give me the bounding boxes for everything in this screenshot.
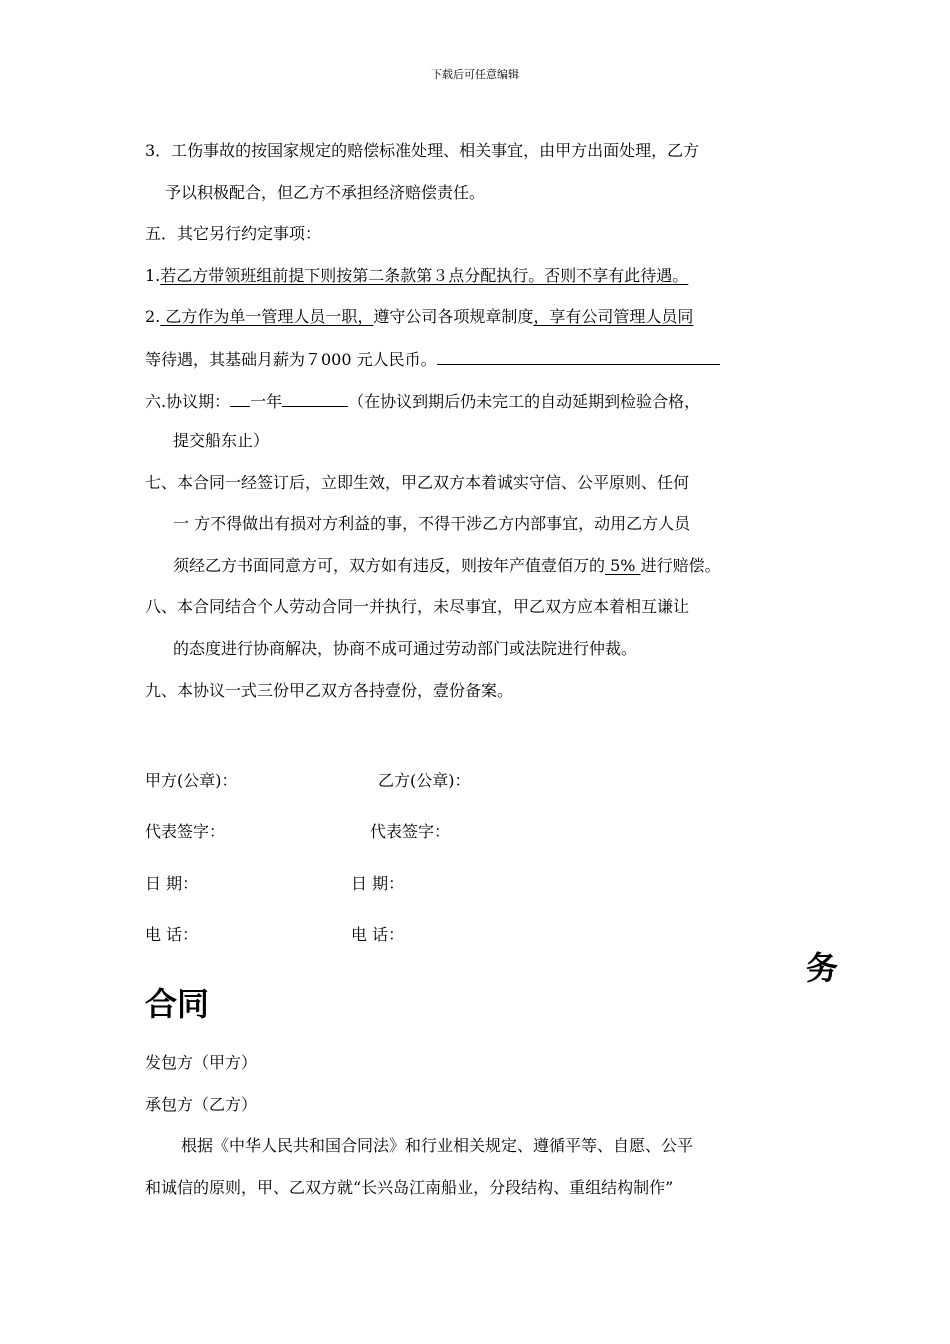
- item-2-underlined-b: ，享有公司管理人员同: [533, 307, 694, 326]
- party-a-seal-label: 甲方(公章)：: [145, 771, 238, 790]
- section-6-line2: 提交船东止）: [173, 431, 270, 450]
- section-5-title: 五．其它另行约定事项：: [145, 224, 322, 243]
- section-5-item-1: [145, 266, 688, 286]
- section-7-line1: 七、本合同一经签订后，立即生效，甲乙双方本着诚实守信、公平原则、任何: [145, 473, 690, 492]
- section-8-line1: 八、本合同结合个人劳动合同一并执行，未尽事宜，甲乙双方应本着相互谦让: [145, 597, 690, 616]
- party-a-date-label: 日 期：: [145, 874, 199, 893]
- party-b-seal-label: 乙方(公章)：: [378, 771, 471, 790]
- title-fragment-right: 务: [806, 949, 839, 987]
- item-2-underlined-a: 乙方作为单一管理人员一职，: [160, 307, 374, 326]
- term-blank-right: [282, 390, 348, 407]
- party-b-date-label: 日 期：: [351, 874, 405, 893]
- section-5-item-2: [145, 307, 693, 327]
- section-8-line2: 的态度进行协商解决，协商不成可通过劳动部门或法院进行仲裁。: [173, 639, 638, 658]
- contract-party-a: 发包方（甲方）: [145, 1053, 258, 1072]
- penalty-text: 须经乙方书面同意方可，双方如有违反，则按年产值壹佰万的: [173, 556, 606, 575]
- term-value: 一年: [250, 392, 283, 411]
- section-6-line1: [145, 390, 700, 412]
- section-7-line3: [173, 556, 721, 576]
- penalty-end: 进行赔偿。: [640, 556, 721, 575]
- contract-title: 合同: [145, 985, 210, 1023]
- clause-3-line1: 3．工伤事故的按国家规定的赔偿标准处理、相关事宜，由甲方出面处理，乙方: [145, 141, 700, 160]
- term-label: 六.协议期：: [145, 392, 231, 411]
- item-1-number: 1.: [145, 266, 161, 285]
- section-7-line2: 一 方不得做出有损对方利益的事，不得干涉乙方内部事宜，动用乙方人员: [173, 514, 691, 533]
- intro-line1: 根据《中华人民共和国合同法》和行业相关规定、遵循平等、自愿、公平: [181, 1136, 694, 1155]
- section-9: 九、本协议一式三份甲乙双方各持壹份，壹份备案。: [145, 681, 514, 700]
- contract-party-b: 承包方（乙方）: [145, 1095, 258, 1114]
- penalty-rate: 5%: [605, 556, 641, 575]
- section-5-item-2-line2: [145, 348, 720, 370]
- item-2-salary: 等待遇，其基础月薪为７000 元人民币。: [145, 350, 437, 369]
- party-a-phone-label: 电 话：: [145, 925, 199, 944]
- party-b-signature-label: 代表签字：: [370, 822, 451, 841]
- item-2-number: 2.: [145, 307, 161, 326]
- term-note: （在协议到期后仍未完工的自动延期到检验合格，: [348, 392, 701, 411]
- item-1-text: 若乙方带领班组前提下则按第二条款第３点分配执行。否则不享有此待遇。: [160, 266, 689, 285]
- party-b-phone-label: 电 话：: [351, 925, 405, 944]
- item-2-plain: 遵守公司各项规章制度: [373, 307, 534, 326]
- clause-3-line2: 予以积极配合，但乙方不承担经济赔偿责任。: [165, 183, 486, 202]
- page-header: 下载后可任意编辑: [431, 68, 519, 81]
- intro-line2: 和诚信的原则，甲、乙双方就“长兴岛江南船业，分段结构、重组结构制作”: [145, 1178, 674, 1197]
- party-a-signature-label: 代表签字：: [145, 822, 226, 841]
- underline-blank: [437, 348, 720, 365]
- term-blank-left: [230, 390, 250, 407]
